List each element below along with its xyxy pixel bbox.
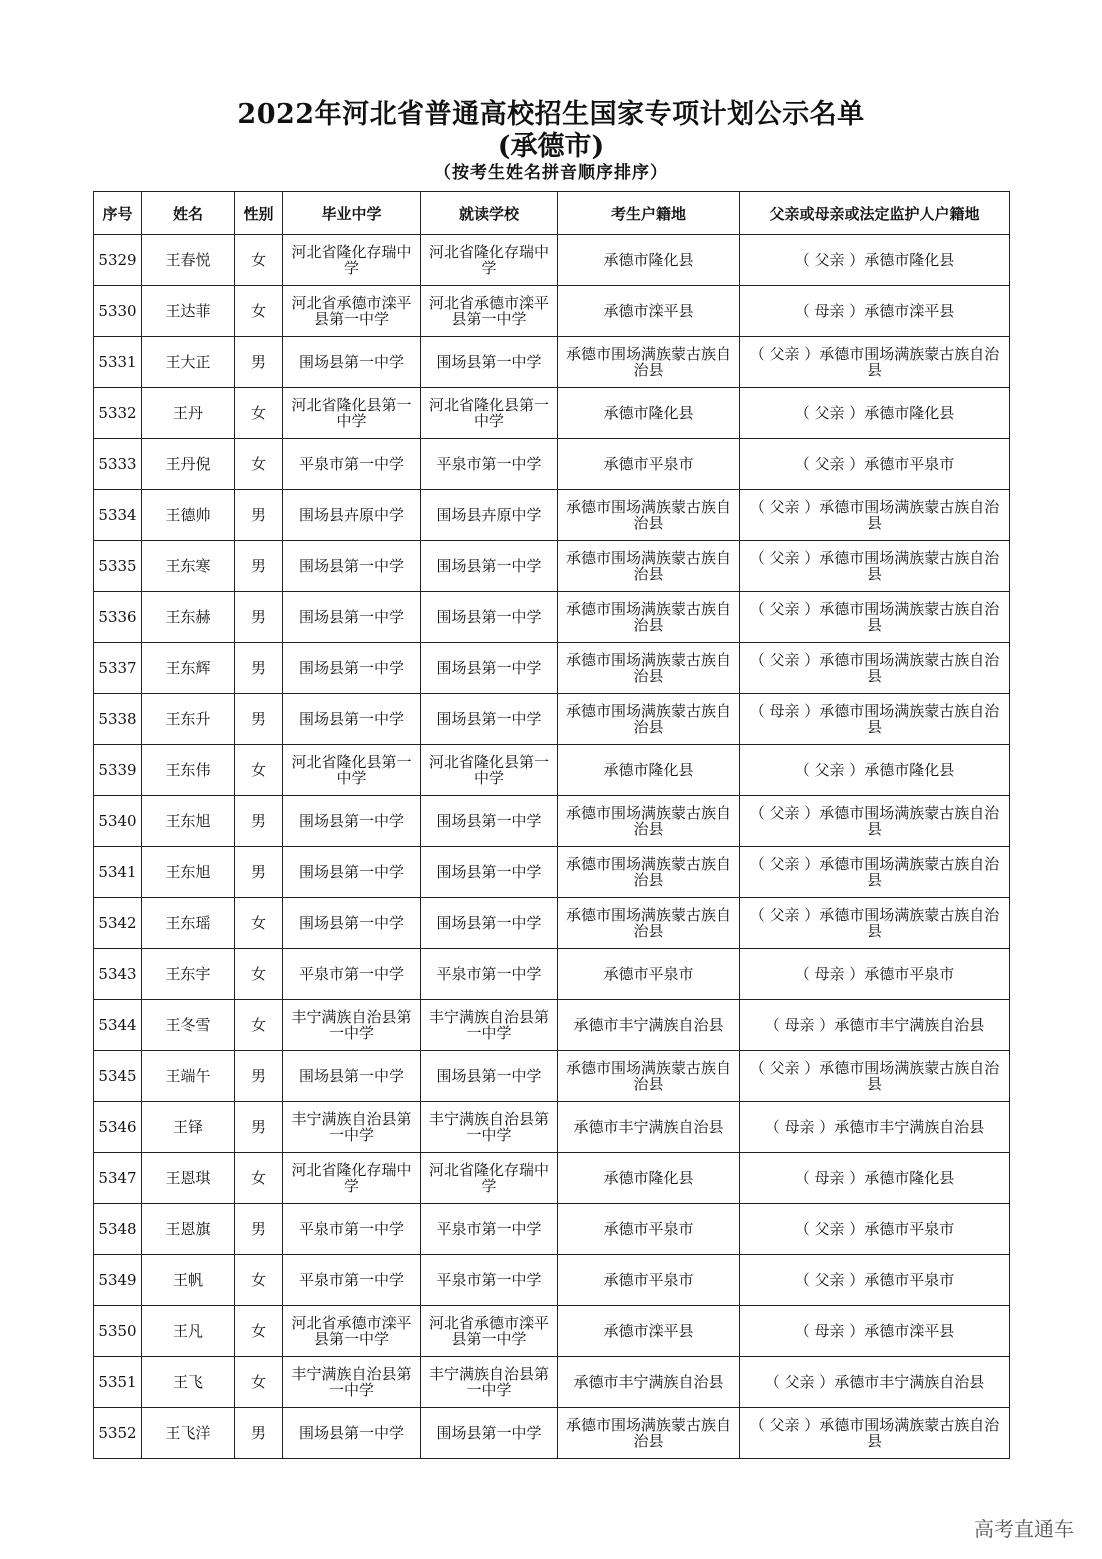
name-cell: 王东旭 bbox=[142, 847, 235, 898]
current-school-cell: 围场县第一中学 bbox=[421, 847, 558, 898]
gender-cell: 女 bbox=[235, 745, 283, 796]
name-cell: 王恩琪 bbox=[142, 1153, 235, 1204]
gender-cell: 男 bbox=[235, 1051, 283, 1102]
current-school-cell: 平泉市第一中学 bbox=[421, 439, 558, 490]
guardian-residence-cell: （ 父亲 ）承德市围场满族蒙古族自治县 bbox=[740, 490, 1010, 541]
table-row bbox=[94, 439, 1010, 490]
guardian-residence-cell: （ 父亲 ）承德市平泉市 bbox=[740, 1255, 1010, 1306]
serial-cell: 5337 bbox=[94, 643, 142, 694]
guardian-residence-cell: （ 父亲 ）承德市围场满族蒙古族自治县 bbox=[740, 898, 1010, 949]
residence-cell: 承德市隆化县 bbox=[558, 745, 740, 796]
gender-cell: 女 bbox=[235, 898, 283, 949]
grad-school-cell: 丰宁满族自治县第一中学 bbox=[283, 1357, 421, 1408]
roster-table bbox=[93, 191, 1010, 1459]
header-cell: 序号 bbox=[94, 192, 142, 235]
document-city: (承德市) bbox=[497, 131, 605, 162]
serial-cell: 5339 bbox=[94, 745, 142, 796]
header-cell: 父亲或母亲或法定监护人户籍地 bbox=[740, 192, 1010, 235]
gender-cell: 女 bbox=[235, 388, 283, 439]
name-cell: 王飞洋 bbox=[142, 1408, 235, 1459]
grad-school-cell: 围场县第一中学 bbox=[283, 541, 421, 592]
gender-cell: 男 bbox=[235, 847, 283, 898]
serial-cell: 5336 bbox=[94, 592, 142, 643]
table-row bbox=[94, 847, 1010, 898]
table-row bbox=[94, 592, 1010, 643]
residence-cell: 承德市围场满族蒙古族自治县 bbox=[558, 541, 740, 592]
current-school-cell: 围场县第一中学 bbox=[421, 337, 558, 388]
table-row bbox=[94, 643, 1010, 694]
table-row bbox=[94, 337, 1010, 388]
current-school-cell: 平泉市第一中学 bbox=[421, 949, 558, 1000]
gender-cell: 女 bbox=[235, 439, 283, 490]
name-cell: 王东宇 bbox=[142, 949, 235, 1000]
name-cell: 王飞 bbox=[142, 1357, 235, 1408]
guardian-residence-cell: （ 父亲 ）承德市平泉市 bbox=[740, 439, 1010, 490]
grad-school-cell: 河北省隆化存瑞中学 bbox=[283, 235, 421, 286]
grad-school-cell: 围场县第一中学 bbox=[283, 898, 421, 949]
name-cell: 王达菲 bbox=[142, 286, 235, 337]
residence-cell: 承德市围场满族蒙古族自治县 bbox=[558, 643, 740, 694]
residence-cell: 承德市隆化县 bbox=[558, 235, 740, 286]
current-school-cell: 平泉市第一中学 bbox=[421, 1255, 558, 1306]
gender-cell: 男 bbox=[235, 1204, 283, 1255]
serial-cell: 5341 bbox=[94, 847, 142, 898]
name-cell: 王丹 bbox=[142, 388, 235, 439]
serial-cell: 5338 bbox=[94, 694, 142, 745]
current-school-cell: 围场县第一中学 bbox=[421, 1051, 558, 1102]
serial-cell: 5340 bbox=[94, 796, 142, 847]
grad-school-cell: 围场县卉原中学 bbox=[283, 490, 421, 541]
grad-school-cell: 河北省隆化存瑞中学 bbox=[283, 1153, 421, 1204]
name-cell: 王丹倪 bbox=[142, 439, 235, 490]
residence-cell: 承德市丰宁满族自治县 bbox=[558, 1357, 740, 1408]
serial-cell: 5330 bbox=[94, 286, 142, 337]
guardian-residence-cell: （ 父亲 ）承德市平泉市 bbox=[740, 1204, 1010, 1255]
table-row bbox=[94, 1102, 1010, 1153]
table-header-row bbox=[94, 192, 1010, 235]
grad-school-cell: 河北省隆化县第一中学 bbox=[283, 388, 421, 439]
guardian-residence-cell: （ 父亲 ）承德市围场满族蒙古族自治县 bbox=[740, 643, 1010, 694]
table-row bbox=[94, 490, 1010, 541]
residence-cell: 承德市围场满族蒙古族自治县 bbox=[558, 592, 740, 643]
grad-school-cell: 围场县第一中学 bbox=[283, 796, 421, 847]
residence-cell: 承德市滦平县 bbox=[558, 1306, 740, 1357]
guardian-residence-cell: （ 父亲 ）承德市围场满族蒙古族自治县 bbox=[740, 592, 1010, 643]
grad-school-cell: 围场县第一中学 bbox=[283, 337, 421, 388]
gender-cell: 男 bbox=[235, 694, 283, 745]
document-title: 2022年河北省普通高校招生国家专项计划公示名单 bbox=[237, 99, 865, 130]
name-cell: 王德帅 bbox=[142, 490, 235, 541]
name-cell: 王东寒 bbox=[142, 541, 235, 592]
residence-cell: 承德市围场满族蒙古族自治县 bbox=[558, 898, 740, 949]
grad-school-cell: 围场县第一中学 bbox=[283, 643, 421, 694]
serial-cell: 5329 bbox=[94, 235, 142, 286]
grad-school-cell: 河北省隆化县第一中学 bbox=[283, 745, 421, 796]
current-school-cell: 围场县第一中学 bbox=[421, 796, 558, 847]
serial-cell: 5333 bbox=[94, 439, 142, 490]
name-cell: 王东伟 bbox=[142, 745, 235, 796]
table-row bbox=[94, 388, 1010, 439]
residence-cell: 承德市平泉市 bbox=[558, 439, 740, 490]
residence-cell: 承德市滦平县 bbox=[558, 286, 740, 337]
current-school-cell: 围场县第一中学 bbox=[421, 898, 558, 949]
table-row bbox=[94, 796, 1010, 847]
name-cell: 王凡 bbox=[142, 1306, 235, 1357]
grad-school-cell: 河北省承德市滦平县第一中学 bbox=[283, 286, 421, 337]
gender-cell: 男 bbox=[235, 337, 283, 388]
current-school-cell: 围场县第一中学 bbox=[421, 694, 558, 745]
gender-cell: 女 bbox=[235, 1000, 283, 1051]
guardian-residence-cell: （ 父亲 ）承德市隆化县 bbox=[740, 388, 1010, 439]
residence-cell: 承德市围场满族蒙古族自治县 bbox=[558, 796, 740, 847]
guardian-residence-cell: （ 父亲 ）承德市隆化县 bbox=[740, 235, 1010, 286]
table-row bbox=[94, 1051, 1010, 1102]
current-school-cell: 河北省承德市滦平县第一中学 bbox=[421, 286, 558, 337]
name-cell: 王大正 bbox=[142, 337, 235, 388]
residence-cell: 承德市隆化县 bbox=[558, 1153, 740, 1204]
table-row bbox=[94, 235, 1010, 286]
serial-cell: 5350 bbox=[94, 1306, 142, 1357]
serial-cell: 5334 bbox=[94, 490, 142, 541]
header-cell: 就读学校 bbox=[421, 192, 558, 235]
serial-cell: 5349 bbox=[94, 1255, 142, 1306]
table-row bbox=[94, 949, 1010, 1000]
gender-cell: 男 bbox=[235, 643, 283, 694]
table-row bbox=[94, 1357, 1010, 1408]
gender-cell: 男 bbox=[235, 796, 283, 847]
current-school-cell: 丰宁满族自治县第一中学 bbox=[421, 1000, 558, 1051]
name-cell: 王东瑶 bbox=[142, 898, 235, 949]
current-school-cell: 河北省隆化县第一中学 bbox=[421, 745, 558, 796]
guardian-residence-cell: （ 母亲 ）承德市滦平县 bbox=[740, 1306, 1010, 1357]
table-row bbox=[94, 1153, 1010, 1204]
name-cell: 王春悦 bbox=[142, 235, 235, 286]
grad-school-cell: 平泉市第一中学 bbox=[283, 1255, 421, 1306]
gender-cell: 女 bbox=[235, 1255, 283, 1306]
serial-cell: 5348 bbox=[94, 1204, 142, 1255]
current-school-cell: 围场县第一中学 bbox=[421, 643, 558, 694]
guardian-residence-cell: （ 父亲 ）承德市围场满族蒙古族自治县 bbox=[740, 847, 1010, 898]
guardian-residence-cell: （ 父亲 ）承德市围场满族蒙古族自治县 bbox=[740, 1051, 1010, 1102]
serial-cell: 5342 bbox=[94, 898, 142, 949]
residence-cell: 承德市围场满族蒙古族自治县 bbox=[558, 847, 740, 898]
grad-school-cell: 平泉市第一中学 bbox=[283, 949, 421, 1000]
table-row bbox=[94, 1000, 1010, 1051]
watermark-text: 高考直通车 bbox=[974, 1517, 1074, 1541]
gender-cell: 男 bbox=[235, 490, 283, 541]
serial-cell: 5351 bbox=[94, 1357, 142, 1408]
name-cell: 王冬雪 bbox=[142, 1000, 235, 1051]
current-school-cell: 围场县第一中学 bbox=[421, 1408, 558, 1459]
gender-cell: 男 bbox=[235, 541, 283, 592]
guardian-residence-cell: （ 父亲 ）承德市围场满族蒙古族自治县 bbox=[740, 796, 1010, 847]
grad-school-cell: 平泉市第一中学 bbox=[283, 439, 421, 490]
table-row bbox=[94, 1408, 1010, 1459]
residence-cell: 承德市丰宁满族自治县 bbox=[558, 1000, 740, 1051]
residence-cell: 承德市丰宁满族自治县 bbox=[558, 1102, 740, 1153]
serial-cell: 5332 bbox=[94, 388, 142, 439]
residence-cell: 承德市隆化县 bbox=[558, 388, 740, 439]
current-school-cell: 河北省隆化县第一中学 bbox=[421, 388, 558, 439]
serial-cell: 5343 bbox=[94, 949, 142, 1000]
grad-school-cell: 围场县第一中学 bbox=[283, 694, 421, 745]
guardian-residence-cell: （ 母亲 ）承德市围场满族蒙古族自治县 bbox=[740, 694, 1010, 745]
current-school-cell: 河北省隆化存瑞中学 bbox=[421, 235, 558, 286]
gender-cell: 女 bbox=[235, 1306, 283, 1357]
residence-cell: 承德市围场满族蒙古族自治县 bbox=[558, 1408, 740, 1459]
guardian-residence-cell: （ 母亲 ）承德市隆化县 bbox=[740, 1153, 1010, 1204]
residence-cell: 承德市围场满族蒙古族自治县 bbox=[558, 1051, 740, 1102]
table-row bbox=[94, 898, 1010, 949]
gender-cell: 女 bbox=[235, 1153, 283, 1204]
guardian-residence-cell: （ 母亲 ）承德市平泉市 bbox=[740, 949, 1010, 1000]
name-cell: 王帆 bbox=[142, 1255, 235, 1306]
guardian-residence-cell: （ 母亲 ）承德市丰宁满族自治县 bbox=[740, 1102, 1010, 1153]
current-school-cell: 围场县第一中学 bbox=[421, 541, 558, 592]
name-cell: 王东旭 bbox=[142, 796, 235, 847]
sort-note: （按考生姓名拼音顺序排序） bbox=[434, 163, 668, 183]
table-row bbox=[94, 745, 1010, 796]
serial-cell: 5335 bbox=[94, 541, 142, 592]
guardian-residence-cell: （ 父亲 ）承德市围场满族蒙古族自治县 bbox=[740, 337, 1010, 388]
gender-cell: 男 bbox=[235, 592, 283, 643]
serial-cell: 5345 bbox=[94, 1051, 142, 1102]
current-school-cell: 河北省隆化存瑞中学 bbox=[421, 1153, 558, 1204]
guardian-residence-cell: （ 父亲 ）承德市隆化县 bbox=[740, 745, 1010, 796]
serial-cell: 5344 bbox=[94, 1000, 142, 1051]
residence-cell: 承德市围场满族蒙古族自治县 bbox=[558, 694, 740, 745]
header-cell: 性别 bbox=[235, 192, 283, 235]
gender-cell: 男 bbox=[235, 1102, 283, 1153]
name-cell: 王东辉 bbox=[142, 643, 235, 694]
gender-cell: 男 bbox=[235, 1408, 283, 1459]
current-school-cell: 围场县卉原中学 bbox=[421, 490, 558, 541]
table-row bbox=[94, 541, 1010, 592]
current-school-cell: 围场县第一中学 bbox=[421, 592, 558, 643]
gender-cell: 女 bbox=[235, 1357, 283, 1408]
header-cell: 姓名 bbox=[142, 192, 235, 235]
name-cell: 王东升 bbox=[142, 694, 235, 745]
serial-cell: 5331 bbox=[94, 337, 142, 388]
guardian-residence-cell: （ 母亲 ）承德市滦平县 bbox=[740, 286, 1010, 337]
guardian-residence-cell: （ 母亲 ）承德市丰宁满族自治县 bbox=[740, 1000, 1010, 1051]
grad-school-cell: 丰宁满族自治县第一中学 bbox=[283, 1000, 421, 1051]
serial-cell: 5347 bbox=[94, 1153, 142, 1204]
current-school-cell: 丰宁满族自治县第一中学 bbox=[421, 1357, 558, 1408]
table-row bbox=[94, 1204, 1010, 1255]
name-cell: 王端午 bbox=[142, 1051, 235, 1102]
grad-school-cell: 河北省承德市滦平县第一中学 bbox=[283, 1306, 421, 1357]
guardian-residence-cell: （ 父亲 ）承德市围场满族蒙古族自治县 bbox=[740, 541, 1010, 592]
residence-cell: 承德市围场满族蒙古族自治县 bbox=[558, 490, 740, 541]
residence-cell: 承德市平泉市 bbox=[558, 949, 740, 1000]
table-row bbox=[94, 1255, 1010, 1306]
table-row bbox=[94, 694, 1010, 745]
guardian-residence-cell: （ 父亲 ）承德市围场满族蒙古族自治县 bbox=[740, 1408, 1010, 1459]
residence-cell: 承德市围场满族蒙古族自治县 bbox=[558, 337, 740, 388]
current-school-cell: 平泉市第一中学 bbox=[421, 1204, 558, 1255]
name-cell: 王恩旗 bbox=[142, 1204, 235, 1255]
residence-cell: 承德市平泉市 bbox=[558, 1255, 740, 1306]
residence-cell: 承德市平泉市 bbox=[558, 1204, 740, 1255]
grad-school-cell: 围场县第一中学 bbox=[283, 1408, 421, 1459]
guardian-residence-cell: （ 父亲 ）承德市丰宁满族自治县 bbox=[740, 1357, 1010, 1408]
name-cell: 王东赫 bbox=[142, 592, 235, 643]
current-school-cell: 丰宁满族自治县第一中学 bbox=[421, 1102, 558, 1153]
grad-school-cell: 平泉市第一中学 bbox=[283, 1204, 421, 1255]
grad-school-cell: 围场县第一中学 bbox=[283, 1051, 421, 1102]
gender-cell: 女 bbox=[235, 235, 283, 286]
grad-school-cell: 丰宁满族自治县第一中学 bbox=[283, 1102, 421, 1153]
header-cell: 考生户籍地 bbox=[558, 192, 740, 235]
grad-school-cell: 围场县第一中学 bbox=[283, 847, 421, 898]
gender-cell: 女 bbox=[235, 286, 283, 337]
header-cell: 毕业中学 bbox=[283, 192, 421, 235]
table-row bbox=[94, 1306, 1010, 1357]
table-row bbox=[94, 286, 1010, 337]
current-school-cell: 河北省承德市滦平县第一中学 bbox=[421, 1306, 558, 1357]
serial-cell: 5352 bbox=[94, 1408, 142, 1459]
serial-cell: 5346 bbox=[94, 1102, 142, 1153]
name-cell: 王铎 bbox=[142, 1102, 235, 1153]
grad-school-cell: 围场县第一中学 bbox=[283, 592, 421, 643]
gender-cell: 女 bbox=[235, 949, 283, 1000]
